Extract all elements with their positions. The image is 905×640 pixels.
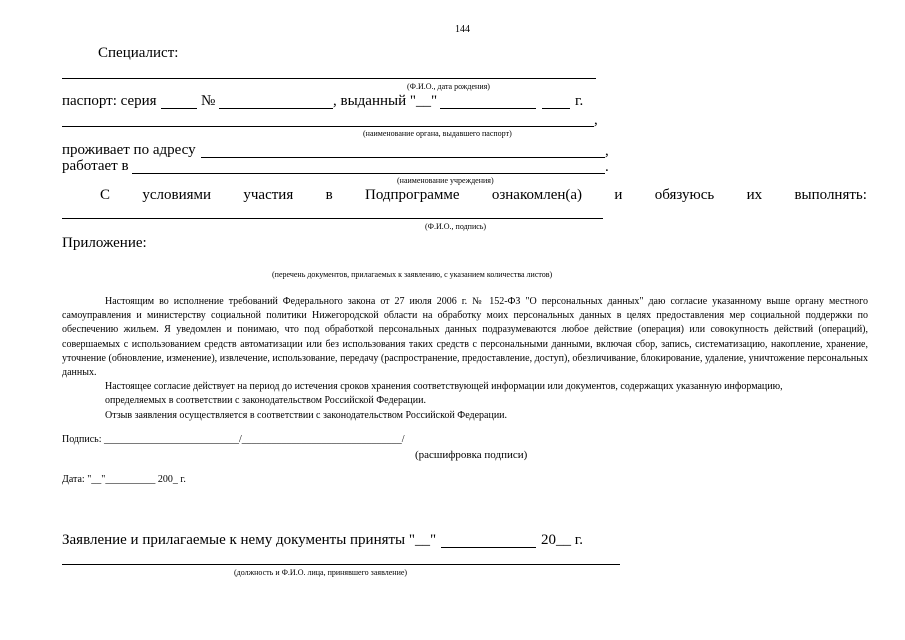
caption-fio-birth: (Ф.И.О., дата рождения) — [407, 82, 490, 91]
consent-paragraph-3: определяемых в соответствии с законодательством Российской Федерации. — [105, 395, 426, 407]
conditions-word: и — [614, 187, 623, 203]
consent-paragraph-1: Настоящим во исполнение требований Федерального закона от 27 июля 2006 г. № 152-ФЗ "О персональных данных" даю согласие указанному выше органу местного самоуправления и министерству социальной политики Нижегородской области на обработку моих персональных данных в целях предоставления мер социальной поддержки по обеспечению жильем. Я уведомлен и понимаю, что под обработкой персональных данных подразумеваются любое действие (операция) или совокупность действий (операций), совершаемых с использованием средств автоматизации или без использования таких средств с персональными данными, включая сбор, запись, систематизацию, накопление, хранение, уточнение (обновление, изменение), извлечение, использование, передачу (распространение, предоставление, доступ), обезличивание, блокирование, удаление, уничтожение персональных данных. — [62, 296, 868, 379]
works-field[interactable] — [132, 173, 605, 174]
position-line[interactable] — [62, 564, 620, 565]
fio-sign-line[interactable] — [62, 218, 603, 219]
conditions-word: обязуюсь — [654, 187, 715, 203]
conditions-word: участия — [243, 187, 294, 203]
conditions-word: условиями — [142, 187, 212, 203]
works-label: работает в — [62, 158, 129, 174]
caption-doc-list: (перечень документов, прилагаемых к заявлению, с указанием количества листов) — [272, 270, 553, 279]
address-label: проживает по адресу — [62, 142, 196, 158]
issuer-line[interactable] — [62, 126, 594, 127]
conditions-word: в — [325, 187, 333, 203]
page-number: 144 — [455, 24, 470, 35]
conditions-word: ознакомлен(а) — [491, 187, 583, 203]
conditions-word: выполнять: — [794, 187, 867, 203]
accepted-date-field[interactable] — [441, 547, 536, 548]
issuer-comma: , — [594, 112, 598, 128]
passport-series-field[interactable] — [161, 108, 197, 109]
specialist-label: Специалист: — [98, 45, 179, 61]
conditions-word: их — [746, 187, 763, 203]
fio-birth-line — [62, 78, 596, 79]
caption-position: (должность и Ф.И.О. лица, принявшего заявление) — [234, 568, 408, 577]
caption-issuer: (наименование органа, выдавшего паспорт) — [363, 129, 512, 138]
passport-number-field[interactable] — [219, 108, 333, 109]
conditions-line — [100, 187, 867, 204]
address-comma: , — [605, 143, 609, 159]
passport-issued-label: , выданный "__" — [333, 93, 438, 109]
address-field[interactable] — [201, 157, 605, 158]
consent-paragraph-2: Настоящее согласие действует на период до истечения сроков хранения соответствующей информации или документов, содержащих указанную информацию, — [105, 381, 783, 393]
consent-text — [62, 295, 868, 423]
passport-year-suffix: г. — [575, 93, 584, 109]
accepted-year: 20__ г. — [541, 532, 583, 548]
signature-caption: (расшифровка подписи) — [415, 449, 528, 461]
passport-series-label: паспорт: серия — [62, 93, 157, 109]
conditions-word: Подпрограмме — [365, 187, 460, 203]
passport-issued-year-field[interactable] — [542, 108, 570, 109]
conditions-word: С — [100, 187, 111, 203]
passport-issued-month-field[interactable] — [440, 108, 536, 109]
works-period: . — [605, 159, 609, 175]
passport-number-label: № — [201, 93, 216, 109]
date-line[interactable]: Дата: "__"__________ 200_ г. — [62, 474, 186, 485]
caption-institution: (наименование учреждения) — [397, 176, 494, 185]
caption-fio-sign: (Ф.И.О., подпись) — [425, 222, 487, 231]
attachment-label: Приложение: — [62, 235, 147, 251]
accepted-label: Заявление и прилагаемые к нему документы приняты "__" — [62, 532, 437, 548]
consent-paragraph-4: Отзыв заявления осуществляется в соответствии с законодательством Российской Федерации. — [105, 409, 508, 421]
signature-line[interactable]: Подпись: ___________________________/________________________________/ — [62, 434, 405, 445]
